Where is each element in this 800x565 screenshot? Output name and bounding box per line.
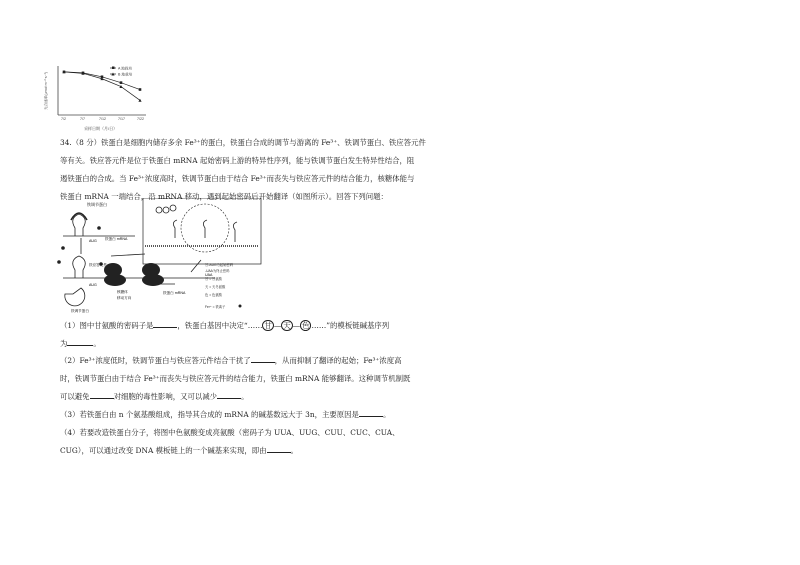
q1-text: 为 bbox=[60, 339, 68, 348]
q1-text: ，铁蛋白基因中决定“ bbox=[177, 321, 248, 330]
chart-xlabel: 采样日期（月/日） bbox=[84, 126, 118, 131]
x-tick-label: 7/7 bbox=[80, 117, 85, 121]
data-point bbox=[120, 81, 123, 84]
diagram-legend bbox=[205, 262, 234, 309]
q2-text: 对细胞的毒性影响，又可以减少 bbox=[113, 392, 218, 401]
q1-text: ”的模板链碱基序列 bbox=[326, 321, 390, 330]
ferritin-translation-diagram bbox=[55, 198, 285, 316]
q3-text: （3）若铁蛋白由 n 个氨基酸组成，指导其合成的 mRNA 的碱基数远大于 3n，主要原因是 bbox=[60, 410, 359, 419]
legend-line: 甘-AUG为起始密码 bbox=[205, 263, 234, 267]
q1-text: 。 bbox=[93, 339, 101, 348]
answer-blank[interactable] bbox=[217, 389, 241, 399]
subquestion-1-line-1 bbox=[60, 317, 389, 335]
answer-blank[interactable] bbox=[359, 407, 383, 417]
legend-line: Fe³⁺ = 铁离子 bbox=[205, 305, 226, 309]
answer-blank[interactable] bbox=[90, 389, 114, 399]
stem-line: 等有关。铁应答元件是位于铁蛋白 mRNA 起始密码上游的特异性序列，能与铁调节蛋白发生特异性结合，阻 bbox=[60, 156, 415, 165]
chart-ylabel: 光合速率(μmol·m⁻²·s⁻¹) bbox=[44, 71, 48, 110]
q2-text: 可以避免 bbox=[60, 392, 90, 401]
legend-line: 色 = 色氨酸 bbox=[205, 293, 222, 297]
subquestion-4-line-1: （4）若要改造铁蛋白分子，将图中色氨酸变成亮氨酸（密码子为 UUA、UUG、CUU、CUC、CUA、 bbox=[60, 428, 400, 437]
legend-a: A 地栽培 bbox=[118, 66, 132, 71]
label-start-codon-2: AUG bbox=[89, 283, 97, 287]
legend-b: B 地栽培 bbox=[118, 72, 133, 77]
answer-blank[interactable] bbox=[153, 318, 177, 328]
legend-line: -UAA为终止密码 bbox=[205, 269, 230, 273]
q4-text: CUG），可以通过改变 DNA 模板链上的一个碱基来实现，即由 bbox=[60, 446, 267, 455]
label-ferritin-mrna-top: 铁蛋白 mRNA bbox=[105, 237, 128, 241]
question-line-1 bbox=[60, 134, 426, 152]
x-tick-label: 7/17 bbox=[118, 117, 125, 121]
answer-blank[interactable] bbox=[67, 336, 93, 346]
label-regulatory-protein-top: 铁调节蛋白 bbox=[87, 202, 107, 207]
amino-chain: …… 甘 — 天 — 色 …… bbox=[247, 321, 327, 330]
answer-blank[interactable] bbox=[267, 443, 291, 453]
subquestion-4-line-2 bbox=[60, 442, 298, 460]
chart-axes bbox=[58, 66, 146, 115]
subquestion-1-line-2 bbox=[60, 335, 101, 353]
chart-legend bbox=[110, 66, 133, 77]
q2-text: ，从而抑制了翻译的起始；Fe³⁺浓度高 bbox=[274, 356, 402, 365]
q2-text: （2）Fe³⁺浓度低时，铁调节蛋白与铁应答元件结合干扰了 bbox=[60, 356, 251, 365]
label-direction: 移动方向 bbox=[117, 296, 132, 300]
subquestion-2-line-2: 时，铁调节蛋白由于结合 Fe³⁺而丧失与铁应答元件的结合能力，铁蛋白 mRNA 能够翻译。这种调节机制既 bbox=[60, 374, 411, 383]
x-tick-label: 7/22 bbox=[137, 117, 144, 121]
stem-line: 遏铁蛋白的合成。当 Fe³⁺浓度高时，铁调节蛋白由于结合 Fe³⁺而丧失与铁应答元件的结合能力，核糖体能与 bbox=[60, 174, 415, 183]
chain-item: 甘 bbox=[264, 321, 272, 330]
legend-line: 甘 = 甘氨酸 bbox=[205, 277, 222, 281]
subquestion-2-line-1 bbox=[60, 352, 401, 370]
data-point bbox=[139, 88, 142, 91]
question-score: （8 分） bbox=[71, 138, 101, 147]
subquestion-3 bbox=[60, 406, 390, 424]
label-element: 铁应答元件 bbox=[89, 263, 107, 267]
chain-item: 天 bbox=[283, 321, 291, 330]
q3-text: 。 bbox=[382, 410, 391, 419]
x-tick-label: 7/2 bbox=[61, 117, 66, 121]
x-tick-label: 7/12 bbox=[99, 117, 106, 121]
label-regulatory-protein-bottom: 铁调节蛋白 bbox=[71, 309, 89, 313]
label-stop-codon: UAA bbox=[205, 273, 213, 277]
chain-item: 色 bbox=[302, 321, 310, 330]
label-start-codon-1: AUG bbox=[89, 239, 97, 243]
line-chart bbox=[40, 60, 150, 135]
question-number: 34. bbox=[60, 138, 72, 147]
label-ferritin-mrna-bottom: 铁蛋白 mRNA bbox=[163, 291, 186, 295]
answer-blank[interactable] bbox=[251, 353, 275, 363]
stem-line: 铁蛋白是细胞内储存多余 Fe³⁺的蛋白，铁蛋白合成的调节与游离的 Fe³⁺、铁调节蛋白、铁应答元件 bbox=[101, 138, 426, 147]
q1-text: （1）图中甘氨酸的密码子是 bbox=[60, 321, 154, 330]
subquestion-2-line-3 bbox=[60, 388, 248, 406]
q2-text: 。 bbox=[241, 392, 249, 401]
label-ribosome: 核糖体 bbox=[117, 290, 128, 294]
q4-text: 。 bbox=[290, 446, 298, 455]
stem-line: 铁蛋白 mRNA 一端结合，沿 mRNA 移动，遇到起始密码后开始翻译（如图所示）。回答下列问题： bbox=[60, 192, 388, 201]
legend-line: 天 = 天冬氨酸 bbox=[205, 285, 226, 289]
